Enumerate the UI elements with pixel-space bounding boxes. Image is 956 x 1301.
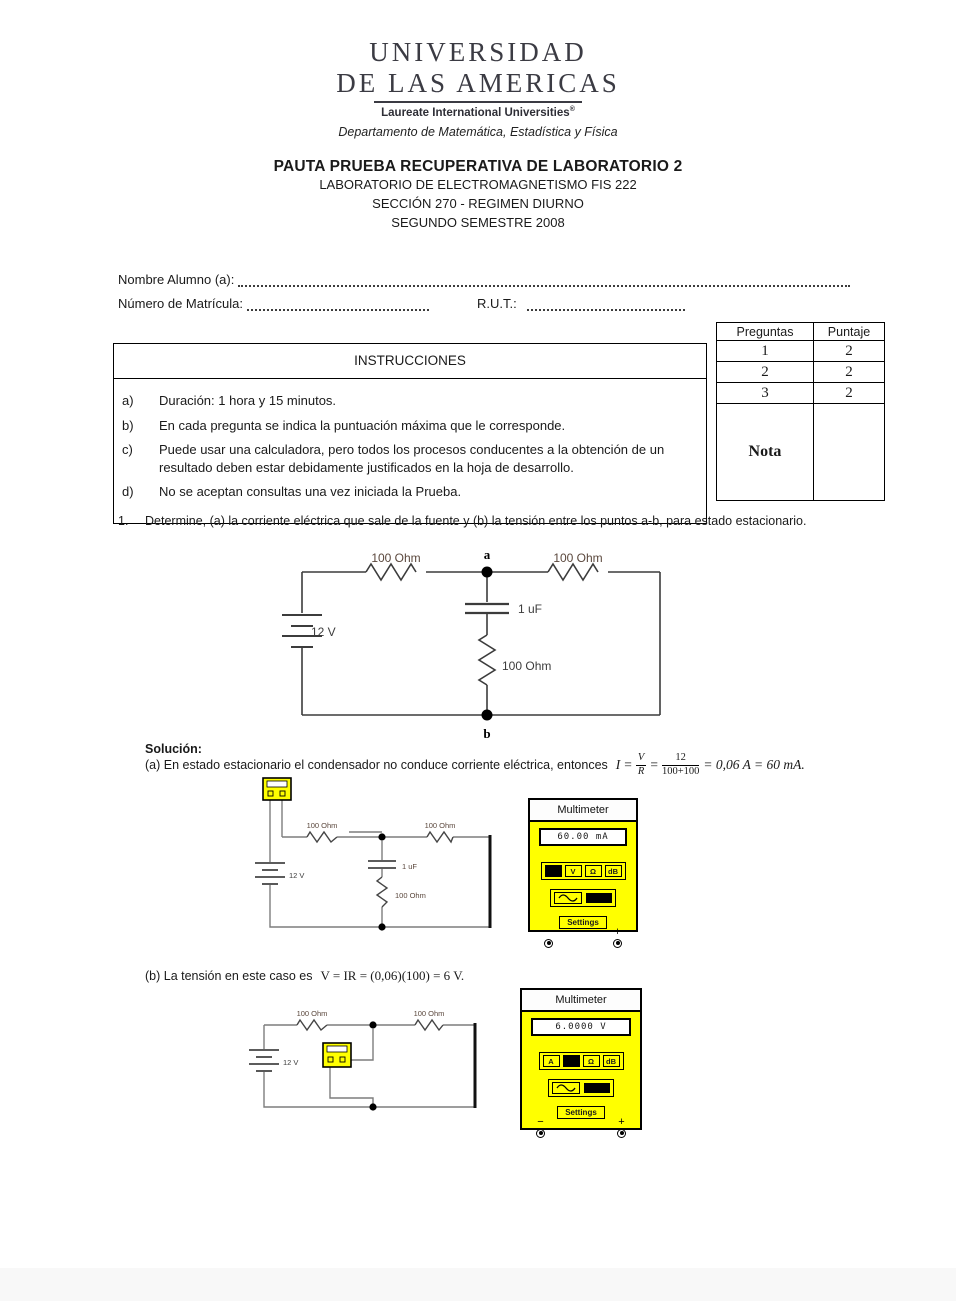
score-table: [716, 322, 885, 501]
student-name-blank: [238, 273, 850, 287]
registered-mark: ®: [569, 105, 575, 113]
pregunta-2: 2: [717, 362, 814, 383]
table-row: [717, 341, 885, 362]
student-name-line: [118, 272, 850, 287]
sim1-cap-label: 1 uF: [402, 862, 418, 871]
university-name-line2: DE LAS AMERICAS: [336, 67, 620, 98]
exam-subtitle-1: LABORATORIO DE ELECTROMAGNETISMO FIS 222: [319, 177, 637, 192]
multimeter-icon: [263, 778, 291, 800]
score-col-puntaje: Puntaje: [814, 323, 885, 341]
pregunta-1: 1: [717, 341, 814, 362]
terminal-ring-icon: [617, 1129, 626, 1138]
sim2-r2-label: 100 Ohm: [413, 1009, 445, 1018]
volt-mode-button[interactable]: [563, 1055, 580, 1067]
sim1-node-a-dot: [378, 833, 385, 840]
ohm-mode-button[interactable]: Ω: [583, 1055, 600, 1067]
resistor-r2: [548, 564, 598, 580]
sim1-node-b-dot: [378, 923, 385, 930]
exam-title-block: [0, 158, 956, 233]
node-a-dot: [482, 567, 493, 578]
node-b-label: b: [483, 726, 491, 741]
fraction-12-over-200: $\frac{12}{100+100}$: [661, 752, 700, 777]
list-item: d) No se aceptan consultas una vez iniciada la Prueba.: [122, 484, 462, 500]
ampere-mode-button[interactable]: [545, 865, 562, 877]
resistor-r3: [479, 635, 495, 685]
multimeter1-title: Multimeter: [530, 800, 636, 822]
r3-label: 100 Ohm: [502, 659, 552, 673]
negative-terminal[interactable]: −: [536, 1119, 545, 1138]
sim1-r2-label: 100 Ohm: [424, 821, 456, 830]
nota-value-cell: [814, 404, 885, 501]
nota-label: Nota: [717, 404, 814, 501]
sim1-resistor-r3: [377, 877, 387, 907]
sine-wave-icon: [558, 894, 578, 902]
sim1-r3-label: 100 Ohm: [395, 891, 426, 900]
question-text: Determine, (a) la corriente eléctrica que sale de la fuente y (b) la tensión entre los puntos a-b, para estado estacionario.: [145, 514, 807, 528]
settings-button[interactable]: Settings: [559, 916, 607, 929]
r2-label: 100 Ohm: [553, 551, 603, 565]
sim1-resistor-r1: [307, 832, 337, 842]
multimeter-panel-1: [528, 798, 638, 938]
score-table-header-row: [717, 323, 885, 341]
nota-row: [717, 404, 885, 501]
solution-heading: Solución:: [145, 742, 202, 756]
university-logo: [0, 38, 956, 119]
main-circuit-diagram: [278, 542, 678, 750]
pregunta-3: 3: [717, 383, 814, 404]
puntaje-3: 2: [814, 383, 885, 404]
solution-b-text: (b) La tensión en este caso es: [145, 969, 313, 983]
student-id-line: [118, 296, 850, 311]
solution-a-formula: I = $\frac{V}{R}$ = $\frac{12}{100+100}$ = 0,06 A = 60 mA.: [615, 752, 805, 777]
sim1-capacitor-symbol: [368, 861, 396, 868]
positive-terminal[interactable]: +: [617, 1119, 626, 1138]
question-1: [118, 514, 918, 528]
multimeter2-signal-buttons: [548, 1079, 614, 1097]
decibel-mode-button[interactable]: dB: [603, 1055, 620, 1067]
multimeter-icon: [323, 1043, 351, 1067]
question-number: 1.: [118, 514, 129, 528]
solution-a-text: (a) En estado estacionario el condensador no conduce corriente eléctrica, entonces: [145, 758, 608, 772]
sim2-resistor-r2: [415, 1020, 443, 1030]
sim2-node-a-dot: [369, 1021, 376, 1028]
sine-wave-icon: [556, 1084, 576, 1092]
instructions-title: INSTRUCCIONES: [354, 353, 466, 368]
rut-label: R.U.T.:: [477, 296, 517, 311]
terminal-ring-icon: [536, 1129, 545, 1138]
node-a-label: a: [483, 547, 491, 562]
node-b-dot: [482, 710, 493, 721]
terminal-ring-icon: [544, 939, 553, 948]
settings-button[interactable]: Settings: [557, 1106, 605, 1119]
exam-title: PAUTA PRUEBA RECUPERATIVA DE LABORATORIO 2: [273, 158, 683, 175]
ohm-mode-button[interactable]: Ω: [585, 865, 602, 877]
multimeter1-mode-buttons: [541, 862, 626, 880]
decibel-mode-button[interactable]: dB: [605, 865, 622, 877]
sim1-r1-label: 100 Ohm: [306, 821, 338, 830]
multimeter-panel-2: [520, 988, 642, 1130]
multimeter1-signal-buttons: [550, 889, 616, 907]
r1-label: 100 Ohm: [371, 551, 421, 565]
student-name-label: Nombre Alumno (a):: [118, 272, 235, 287]
capacitor-label: 1 uF: [518, 602, 543, 616]
dc-mode-button[interactable]: [586, 893, 612, 903]
page-bottom-band: [0, 1268, 956, 1301]
sim2-r1-label: 100 Ohm: [296, 1009, 328, 1018]
sim2-battery-symbol: [249, 1050, 279, 1071]
laureate-line: Laureate International Universities®: [381, 105, 575, 119]
multimeter2-title: Multimeter: [522, 990, 640, 1012]
multimeter2-mode-buttons: [539, 1052, 624, 1070]
puntaje-2: 2: [814, 362, 885, 383]
sim1-battery-symbol: [255, 863, 285, 884]
ac-sine-button[interactable]: [552, 1082, 580, 1094]
negative-terminal[interactable]: −: [544, 929, 553, 948]
multimeter1-display: 60.00 mA: [539, 828, 627, 846]
sim1-battery-label: 12 V: [289, 871, 305, 880]
solution-b-formula: V = IR = (0,06)(100) = 6 V.: [320, 968, 465, 983]
terminal-ring-icon: [613, 939, 622, 948]
department-line: Departamento de Matemática, Estadística y Física: [338, 125, 618, 139]
simulation-circuit-1: [237, 772, 507, 937]
sim2-battery-label: 12 V: [283, 1058, 299, 1067]
volt-mode-button[interactable]: V: [565, 865, 582, 877]
instructions-box: [113, 343, 707, 524]
exam-subtitle-3: SEGUNDO SEMESTRE 2008: [391, 214, 565, 230]
logo-rule: [374, 101, 582, 103]
sim2-resistor-r1: [297, 1020, 327, 1030]
resistor-r1: [366, 564, 416, 580]
puntaje-1: 2: [814, 341, 885, 362]
sim2-node-b-dot: [369, 1103, 376, 1110]
list-item: a) Duración: 1 hora y 15 minutos.: [122, 393, 337, 408]
dc-mode-button[interactable]: [584, 1083, 610, 1093]
multimeter2-display: 6.0000 V: [531, 1018, 630, 1036]
list-item: c) Puede usar una calculadora, pero todos los procesos conducentes a la obtención de un resultado deben estar debidamente justificados en la hoja de desarrollo.: [122, 442, 665, 475]
battery-label: 12 V: [311, 625, 336, 639]
capacitor-symbol: [465, 604, 509, 613]
list-item: b) En cada pregunta se indica la puntuación máxima que le corresponde.: [122, 417, 566, 433]
instructions-list: [114, 379, 706, 523]
matricula-blank: [247, 297, 429, 311]
rut-blank: [527, 297, 685, 311]
sim1-resistor-r2: [427, 832, 453, 842]
positive-terminal[interactable]: +: [613, 929, 622, 948]
table-row: [717, 383, 885, 404]
score-col-preguntas: Preguntas: [717, 323, 814, 341]
ampere-mode-button[interactable]: A: [543, 1055, 560, 1067]
fraction-v-over-r: $\frac{V}{R}$: [637, 752, 645, 777]
table-row: [717, 362, 885, 383]
solution-b-line: [145, 968, 464, 984]
simulation-circuit-2: [237, 1000, 487, 1122]
university-name-line1: UNIVERSIDAD: [369, 37, 587, 67]
matricula-label: Número de Matrícula:: [118, 296, 243, 311]
ac-sine-button[interactable]: [554, 892, 582, 904]
exam-subtitle-2: SECCIÓN 270 - REGIMEN DIURNO: [372, 195, 584, 211]
